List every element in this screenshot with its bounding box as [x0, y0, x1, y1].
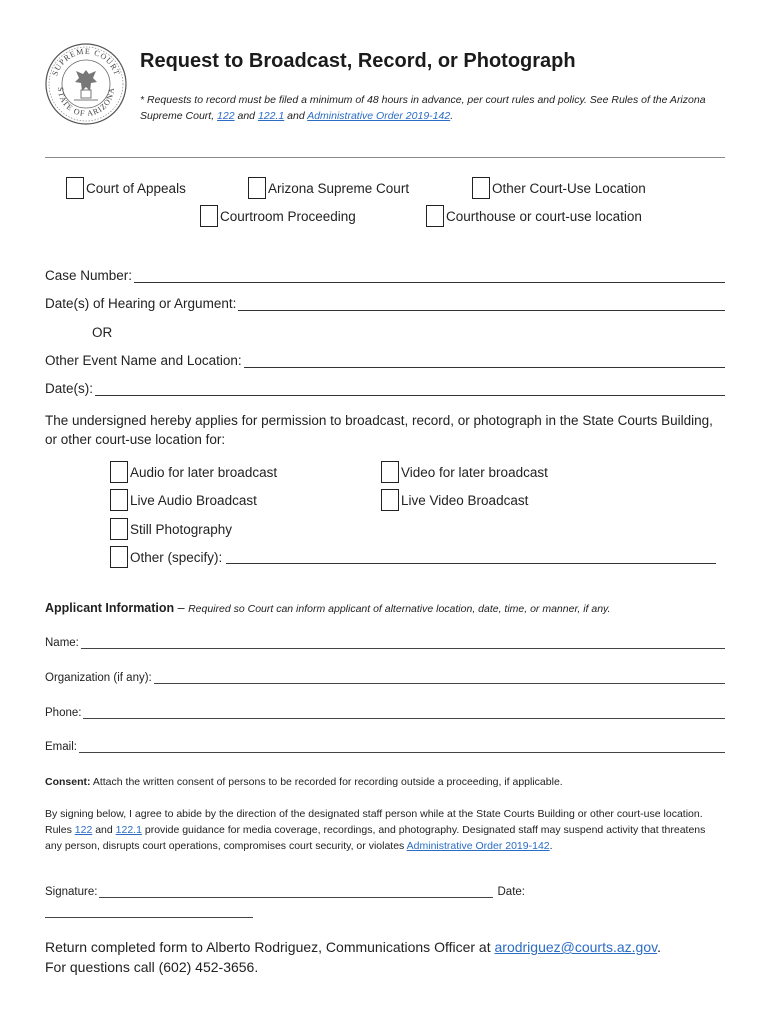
supreme-court-label: Arizona Supreme Court [268, 180, 410, 196]
agreement-and: and [92, 824, 116, 836]
name-field[interactable] [81, 638, 725, 649]
date-label: Date: [497, 886, 525, 898]
phone-row [45, 707, 725, 719]
option-audio-later[interactable] [110, 461, 277, 483]
case-number-row [45, 268, 725, 283]
rule-122-1-link[interactable]: 122.1 [257, 110, 285, 122]
hearing-dates-row [45, 296, 725, 311]
email-row [45, 741, 725, 753]
svg-text:SUPREME COURT: SUPREME COURT [50, 46, 122, 77]
applicant-subnote: Required so Court can inform applicant of alternative location, date, time, or manner, if any. [188, 603, 611, 615]
case-number-label: Case Number: [45, 268, 133, 283]
consent-text: Attach the written consent of persons to be recorded for recording outside a proceeding, if applicable. [90, 776, 563, 788]
email-label: Email: [45, 741, 77, 753]
name-row [45, 637, 725, 649]
option-other-location[interactable] [472, 177, 646, 199]
return-end: . [657, 939, 661, 955]
application-statement: The undersigned hereby applies for permission to broadcast, record, or photograph in the State Courts Building, or other court-use location for: [45, 413, 713, 447]
questions-line: For questions call (602) 452-3656. [45, 959, 259, 975]
email-field[interactable] [79, 742, 725, 753]
hearing-dates-label: Date(s) of Hearing or Argument: [45, 296, 237, 311]
still-photography-checkbox[interactable] [110, 518, 128, 540]
name-label: Name: [45, 637, 79, 649]
agreement-admin-order-link[interactable]: Administrative Order 2019-142 [406, 840, 550, 852]
other-event-field[interactable] [244, 355, 725, 368]
dates-field[interactable] [95, 383, 725, 396]
supreme-court-checkbox[interactable] [248, 177, 266, 199]
video-later-checkbox[interactable] [381, 461, 399, 483]
agreement-part2: provide guidance for media coverage, recordings, and photography. Designated staff may suspend activity that threatens any person, disrupts court operations, compromises court security, or violates [45, 824, 706, 852]
phone-field[interactable] [83, 708, 725, 719]
agreement-rule-122-link[interactable]: 122 [74, 824, 93, 836]
other-event-row [45, 353, 725, 368]
return-prefix: Return completed form to Alberto Rodriguez, Communications Officer at [45, 939, 495, 955]
option-courthouse[interactable] [426, 205, 642, 227]
option-live-video[interactable] [381, 489, 528, 511]
court-of-appeals-label: Court of Appeals [86, 180, 186, 196]
closing-instructions [45, 937, 725, 977]
live-video-checkbox[interactable] [381, 489, 399, 511]
other-event-label: Other Event Name and Location: [45, 353, 242, 368]
applicant-heading: Applicant Information [45, 601, 175, 615]
filing-note [140, 92, 740, 124]
organization-field[interactable] [154, 673, 725, 684]
header-divider [45, 157, 725, 158]
other-specify-checkbox[interactable] [110, 546, 128, 568]
audio-later-checkbox[interactable] [110, 461, 128, 483]
other-specify-label: Other (specify): [130, 549, 223, 565]
form-title: Request to Broadcast, Record, or Photograph [140, 50, 576, 72]
audio-later-label: Audio for later broadcast [130, 464, 278, 480]
admin-order-link[interactable]: Administrative Order 2019-142 [307, 110, 451, 122]
agreement-end: . [549, 840, 553, 852]
option-live-audio[interactable] [110, 489, 257, 511]
other-location-label: Other Court-Use Location [492, 180, 646, 196]
agreement-rule-122-1-link[interactable]: 122.1 [115, 824, 142, 836]
courthouse-checkbox[interactable] [426, 205, 444, 227]
applicant-dash: – [174, 601, 189, 615]
note-prefix: * Requests to record must be filed a minimum of 48 hours in advance, per court rules and policy. See Rules of the Arizona Supreme Court, [140, 94, 706, 122]
signature-row [45, 886, 525, 898]
live-video-label: Live Video Broadcast [401, 492, 529, 508]
note-end: . [450, 110, 454, 122]
video-later-label: Video for later broadcast [401, 464, 548, 480]
phone-label: Phone: [45, 707, 82, 719]
agreement-part1: By signing below, I agree to abide by the direction of the designated staff person while at the State Courts Building or other court-use location. Rules [45, 808, 703, 836]
case-number-field[interactable] [134, 270, 725, 283]
signature-field[interactable] [99, 887, 492, 898]
option-supreme-court[interactable] [248, 177, 409, 199]
rule-122-link[interactable]: 122 [217, 110, 235, 122]
supreme-court-seal [44, 42, 128, 126]
option-still-photography[interactable] [110, 518, 232, 540]
organization-label: Organization (if any): [45, 672, 152, 684]
other-specify-field[interactable] [226, 551, 716, 564]
court-of-appeals-checkbox[interactable] [66, 177, 84, 199]
option-other-specify[interactable] [110, 546, 716, 568]
option-courtroom-proceeding[interactable] [200, 205, 356, 227]
courtroom-proceeding-label: Courtroom Proceeding [220, 208, 356, 224]
signature-label: Signature: [45, 886, 98, 898]
consent-statement [45, 774, 725, 790]
svg-text:STATE OF ARIZONA: STATE OF ARIZONA [55, 86, 117, 119]
hearing-dates-field[interactable] [238, 298, 725, 311]
still-photography-label: Still Photography [130, 521, 233, 537]
live-audio-checkbox[interactable] [110, 489, 128, 511]
consent-label: Consent: [45, 776, 91, 788]
option-video-later[interactable] [381, 461, 548, 483]
organization-row [45, 672, 725, 684]
applicant-heading-row [45, 601, 725, 615]
dates-row [45, 381, 725, 396]
note-and-2: and [284, 110, 308, 122]
note-and: and [234, 110, 258, 122]
courtroom-proceeding-checkbox[interactable] [200, 205, 218, 227]
or-separator: OR [92, 325, 113, 340]
other-location-checkbox[interactable] [472, 177, 490, 199]
option-court-of-appeals[interactable] [66, 177, 186, 199]
live-audio-label: Live Audio Broadcast [130, 492, 257, 508]
agreement-paragraph [45, 806, 725, 854]
dates-label: Date(s): [45, 381, 94, 396]
courthouse-label: Courthouse or court-use location [446, 208, 642, 224]
contact-email-link[interactable]: arodriguez@courts.az.gov [494, 939, 658, 955]
return-line [45, 937, 725, 957]
date-field[interactable] [45, 907, 253, 918]
